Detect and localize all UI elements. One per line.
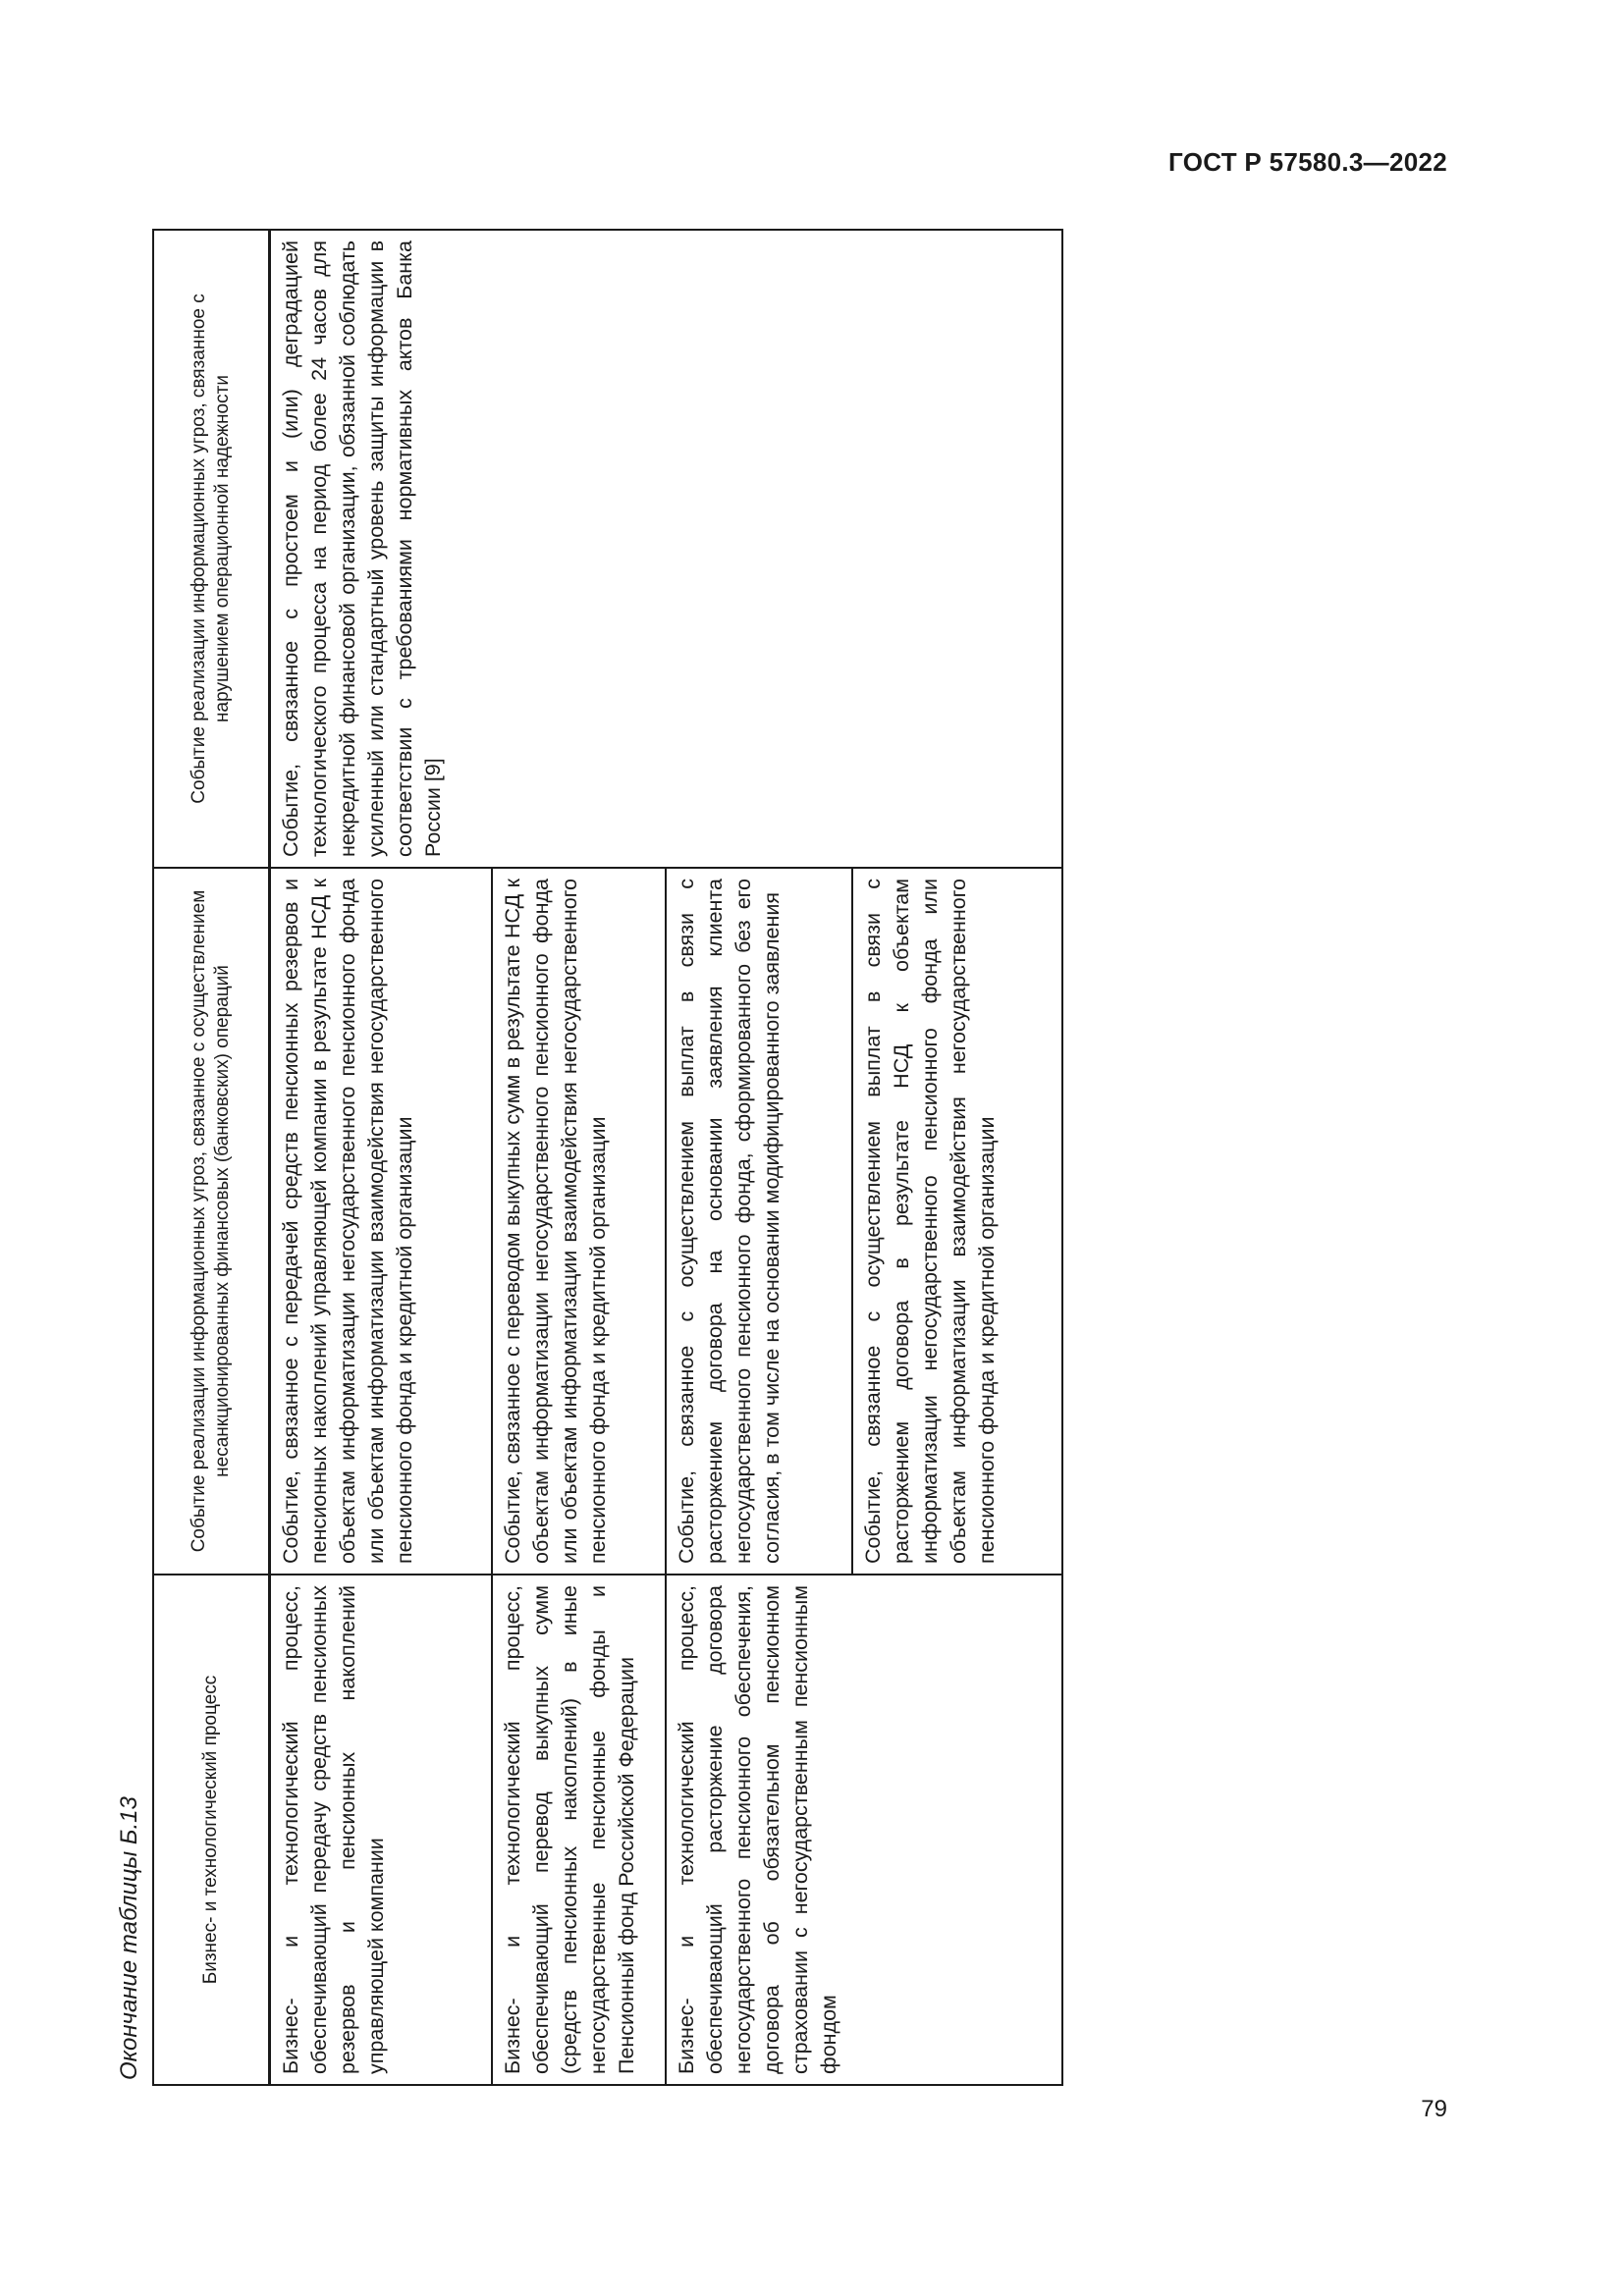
- header-financial-event: Событие реализации информационных угроз, связанное с осуществлением несанкционированных финансовых (банковских) операций: [153, 868, 270, 1575]
- table-row: [270, 230, 493, 2085]
- financial-event-cell: Событие, связанное с переводом выкупных сумм в результате НСД к объектам информатизации негосударственного пенсионного фонда или объектам информатизации взаимодействия негосударственного пенсионного фонда и кредитной организации: [492, 868, 666, 1575]
- header-process: Бизнес- и технологический процесс: [153, 1575, 270, 2085]
- rotated-table-block: [113, 231, 1021, 2086]
- process-cell: Бизнес- и технологический процесс, обеспечивающий перевод выкупных сумм (средств пенсионных накоплений) в иные негосударственные пенсионные фонды и Пенсионный фонд Российской Федерации: [492, 1575, 666, 2085]
- page-number: 79: [1421, 2096, 1447, 2122]
- header-operational-event: Событие реализации информационных угроз, связанное с нарушением операционной надежности: [153, 230, 270, 868]
- operational-event-cell: Событие, связанное с простоем и (или) деградацией технологического процесса на период более 24 часов для некредитной финансовой организации, обязанной соблюдать усиленный или стандартный уровень защиты информации в соответствии с требованиями нормативных актов Банка России [9]: [270, 230, 1063, 868]
- process-cell: Бизнес- и технологический процесс, обеспечивающий передачу средств пенсионных резервов и пенсионных накоплений управляющей компании: [270, 1575, 493, 2085]
- process-cell: Бизнес- и технологический процесс, обеспечивающий расторжение договора негосударственного пенсионного обеспечения, договора об обязательном пенсионном страховании с негосударственным пенсионным фондом: [666, 1575, 1062, 2085]
- financial-event-cell: Событие, связанное с осуществлением выплат в связи с расторжением договора на основании заявления клиента негосударственного пенсионного фонда, сформированного без его согласия, в том числе на основании модифицированного заявления: [666, 868, 852, 1575]
- financial-event-cell: Событие, связанное с осуществлением выплат в связи с расторжением договора в результате НСД к объектам информатизации негосударственного пенсионного фонда или объектам информатизации взаимодействия негосударственного пенсионного фонда и кредитной организации: [852, 868, 1062, 1575]
- table-caption: Окончание таблицы Б.13: [116, 1796, 142, 2080]
- document-code: ГОСТ Р 57580.3—2022: [1168, 147, 1447, 177]
- threat-events-table: [152, 229, 1063, 2086]
- table-header-row: [153, 230, 270, 2085]
- financial-event-cell: Событие, связанное с передачей средств пенсионных резервов и пенсионных накоплений управляющей компании в результате НСД к объектам информатизации негосударственного пенсионного фонда или объектам информатизации взаимодействия негосударственного пенсионного фонда и кредитной организации: [270, 868, 493, 1575]
